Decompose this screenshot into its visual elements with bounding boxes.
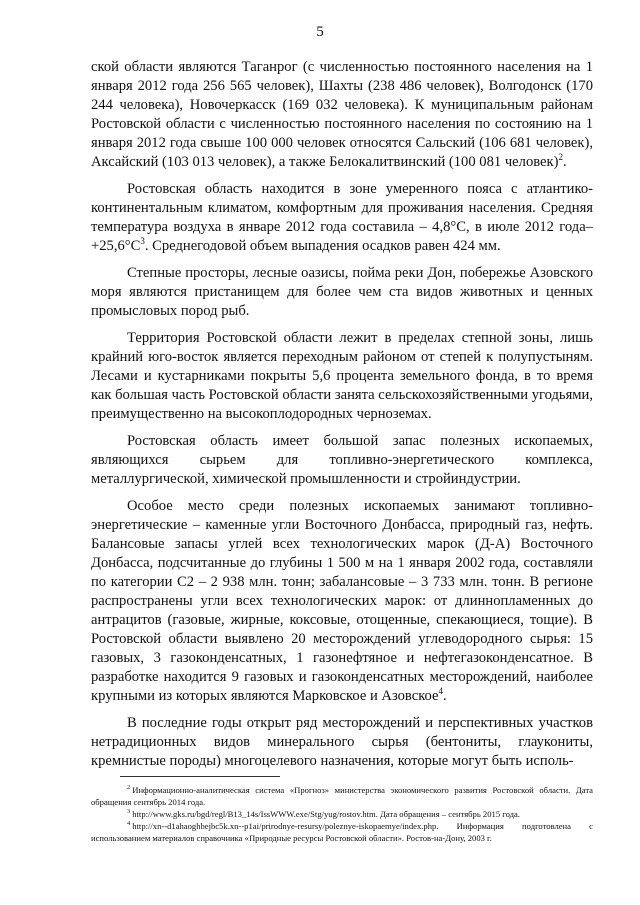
footnote-2: [91, 784, 593, 808]
paragraph-text: ской области являются Таганрог (с численностью постоянного населения на 1 января 2012 года 256 565 человек), Шахты (238 486 человек), Волгодонск (170 244 человека), Новочеркасск (169 032 человека). К муниципальным районам Ростовской области с численностью постоянного населения по состоянию на 1 января 2012 года свыше 100 000 человек относятся Сальский (106 681 человек), Аксайский (103 013 человек), а также Белокалитвинский (100 081 человек): [91, 59, 593, 170]
footnote-ref-3: 3: [140, 236, 145, 247]
paragraph-text: Степные просторы, лесные оазисы, пойма реки Дон, побережье Азовского моря являются пристанищем для более чем ста видов животных и ценных промысловых пород рыб.: [91, 265, 593, 319]
paragraph-1: ской области являются Таганрог (с численностью постоянного населения на 1 января 2012 года 256 565 человек), Шахты (238 486 человек), Волгодонск (170 244 человека), Новочеркасск (169 032 человека). К муниципальным районам Ростовской области с численностью постоянного населения по состоянию на 1 января 2012 года свыше 100 000 человек относятся Сальский (106 681 человек), Аксайский (103 013 человек), а также Белокалитвинский (100 081 человек)$^2$.: [91, 59, 593, 170]
footnotes: [91, 784, 593, 844]
page-number: 5: [316, 24, 324, 40]
paragraph-5: [91, 432, 593, 489]
footnote-text: http://www.gks.ru/bgd/regl/B13_14s/IssWWW.exe/Stg/yug/rostov.htm. Дата обращения – сентябрь 2015 года.: [132, 809, 520, 819]
footnote-4: [91, 820, 593, 844]
footnote-text: http://xn--d1ahaoghbejbc5k.xn--p1ai/prirodnye-resursy/poleznye-iskopaemye/index.php. Информация подготовлена с использованием материалов справочника «Природные ресурсы Ростовской области». Ростов-на-Дону, 2003 г.: [91, 821, 593, 843]
footnote-ref-4: 4: [438, 686, 444, 697]
paragraph-3: [91, 264, 593, 321]
paragraph-text: Ростовская область имеет большой запас полезных ископаемых, являющихся сырьем для топливно-энергетического комплекса, металлургической, химической промышленности и стройиндустрии.: [91, 433, 593, 487]
paragraph-6: [91, 497, 593, 706]
paragraph-text: Территория Ростовской области лежит в пределах степной зоны, лишь крайний юго-восток является переходным районом от степей к полупустыням. Лесами и кустарниками покрыты 5,6 процента земельного фонда, в то время как большая часть Ростовской области занята сельскохозяйственными угодьями, преимущественно на высокоплодородных черноземах.: [91, 330, 593, 422]
paragraph-7: [91, 714, 593, 771]
footnote-text: Информационно-аналитическая система «Прогноз» министерства экономического развития Ростовской области. Дата обращения сентябрь 2014 года.: [91, 785, 593, 807]
footnote-3: [91, 808, 593, 820]
paragraph-2: [91, 180, 593, 256]
main-text: [91, 58, 593, 779]
footnote-mark: 2: [127, 784, 131, 792]
paragraph-text: Ростовская область находится в зоне умеренного пояса с атлантико-континентальным климатом, комфортным для проживания населения. Средняя температура воздуха в январе 2012 года составила – 4,8°С, в июле 2012 года– +25,6°С: [91, 181, 593, 254]
paragraph-text: В последние годы открыт ряд месторождений и перспективных участков нетрадиционных видов минерального сырья (бентониты, глаукониты, кремнистые породы) многоцелевого назначения, которые могут быть исполь-: [91, 715, 593, 769]
footnote-separator: [120, 776, 280, 777]
footnote-ref-2: 2: [558, 152, 563, 163]
paragraph-4: [91, 329, 593, 424]
footnote-mark: 4: [127, 820, 131, 828]
paragraph-text: Особое место среди полезных ископаемых занимают топливно-энергетические – каменные угли Восточного Донбасса, природный газ, нефть. Балансовые запасы углей всех технологических марок (Д-А) Восточного Донбасса, подсчитанные до глубины 1 500 м на 1 января 2002 года, составляли по категории С2 – 2 938 млн. тонн; забалансовые – 3 733 млн. тонн. В регионе распространены угли всех технологических марок: от длиннопламенных до антрацитов (газовые, жирные, коксовые, отощенные, спекающиеся, тощие). В Ростовской области выявлено 20 месторождений углеводородного сырья: 15 газовых, 3 газоконденсатных, 1 газонефтяное и нефтегазоконденсатное. В разработке находится 9 газовых и газоконденсатных месторождений, наиболее крупными из которых являются Марковское и Азовское: [91, 498, 593, 704]
footnote-mark: 3: [127, 808, 131, 816]
paragraph-tail: . Среднегодовой объем выпадения осадков равен 424 мм.: [144, 238, 501, 254]
paragraph-tail: .: [443, 688, 447, 704]
